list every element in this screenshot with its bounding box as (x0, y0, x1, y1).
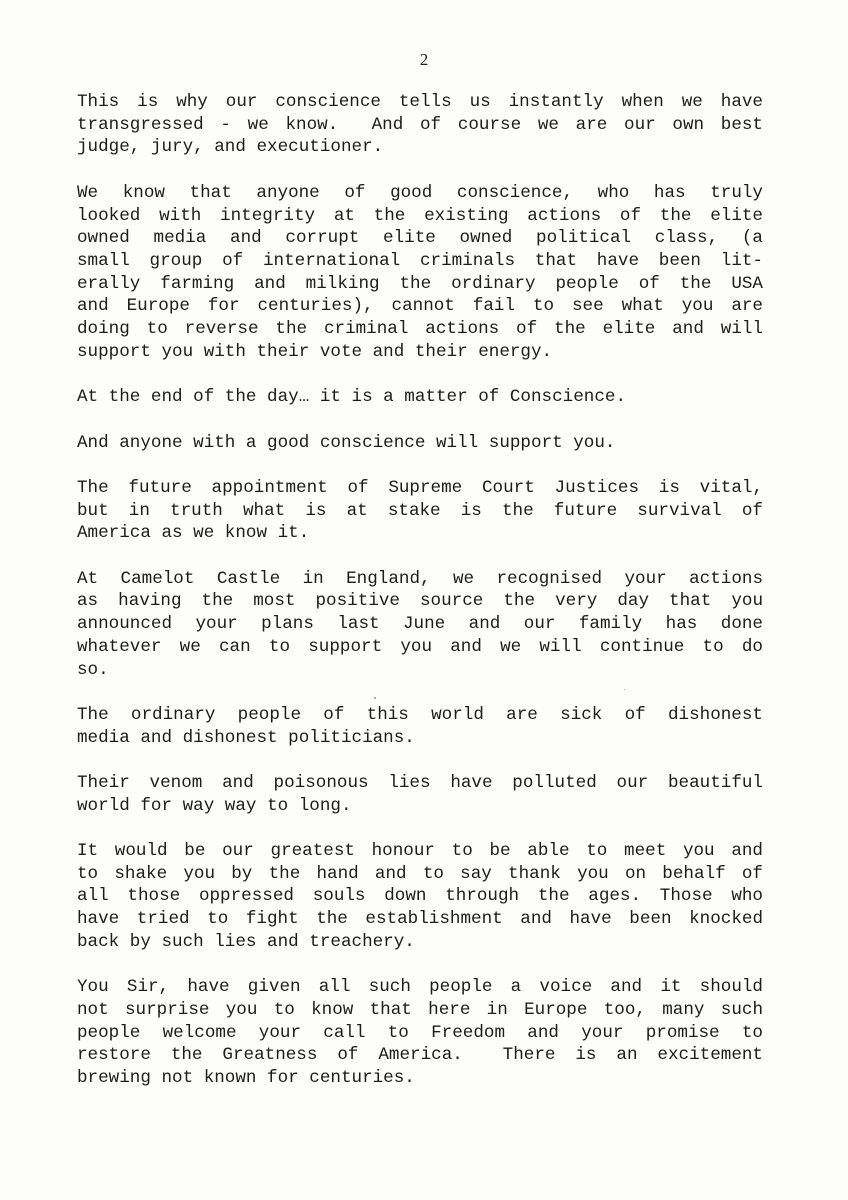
paragraph-line: people welcome your call to Freedom and your promise to (77, 1022, 763, 1043)
scan-speck (374, 697, 376, 699)
paragraph (77, 976, 763, 1090)
paragraph-line: as having the most positive source the very day that you (77, 591, 763, 612)
paragraph-line: all those oppressed souls down through the ages. Those who (77, 886, 763, 907)
paragraph-line: You Sir, have given all such people a voice and it should (77, 977, 763, 998)
paragraph-line: announced your plans last June and our family has done (77, 614, 763, 635)
paragraph (77, 840, 763, 954)
paragraph-line: Their venom and poisonous lies have polluted our beautiful (77, 772, 763, 793)
paragraph-line: We know that anyone of good conscience, who has truly (77, 182, 763, 203)
scan-speck (624, 689, 625, 690)
paragraph-line: small group of international criminals that have been lit- (77, 250, 763, 271)
paragraph-line: have tried to fight the establishment and have been knocked (77, 909, 763, 930)
paragraph-line: The ordinary people of this world are sick of dishonest (77, 704, 763, 725)
paragraph-line: At Camelot Castle in England, we recognised your actions (77, 568, 763, 589)
paragraph-line: to shake you by the hand and to say thank you on behalf of (77, 863, 763, 884)
paragraph-line: media and dishonest politicians. (77, 727, 415, 748)
page-number: 2 (419, 50, 429, 69)
paragraph-line: owned media and corrupt elite owned political class, (a (77, 228, 763, 249)
paragraph-line: judge, jury, and executioner. (77, 137, 384, 158)
paragraph-line: restore the Greatness of America. There is an excitement (77, 1045, 763, 1066)
paragraph-line: It would be our greatest honour to be able to meet you and (77, 841, 763, 862)
paragraph (77, 182, 763, 364)
paragraph-line: America as we know it. (77, 523, 310, 544)
paragraph-line: world for way way to long. (77, 795, 352, 816)
paragraph-line: doing to reverse the criminal actions of the elite and will (77, 319, 763, 340)
paragraph-line: not surprise you to know that here in Europe too, many such (77, 999, 763, 1020)
paragraph (77, 386, 763, 409)
paragraph-line: looked with integrity at the existing actions of the elite (77, 205, 763, 226)
paragraph-line: And anyone with a good conscience will support you. (77, 432, 616, 453)
letter-body (77, 91, 763, 1112)
paragraph-line: This is why our conscience tells us instantly when we have (77, 92, 763, 112)
paragraph-line: brewing not known for centuries. (77, 1068, 415, 1089)
paragraph-line: At the end of the day… it is a matter of Conscience. (77, 387, 627, 408)
paragraph-line: support you with their vote and their energy. (77, 341, 553, 362)
paragraph-line: whatever we can to support you and we will continue to do (77, 636, 763, 657)
paragraph (77, 704, 763, 749)
paragraph-line: but in truth what is at stake is the future survival of (77, 500, 763, 521)
paragraph (77, 432, 763, 455)
paragraph (77, 477, 763, 545)
paragraph (77, 91, 763, 159)
paragraph-line: and Europe for centuries), cannot fail to see what you are (77, 296, 763, 317)
paragraph-line: transgressed - we know. And of course we are our own best (77, 114, 763, 135)
paragraph-line: back by such lies and treachery. (77, 931, 415, 952)
paragraph (77, 568, 763, 682)
paragraph-line: The future appointment of Supreme Court Justices is vital, (77, 477, 763, 498)
paragraph-line: so. (77, 659, 109, 680)
paragraph (77, 772, 763, 817)
paragraph-line: erally farming and milking the ordinary people of the USA (77, 273, 763, 294)
